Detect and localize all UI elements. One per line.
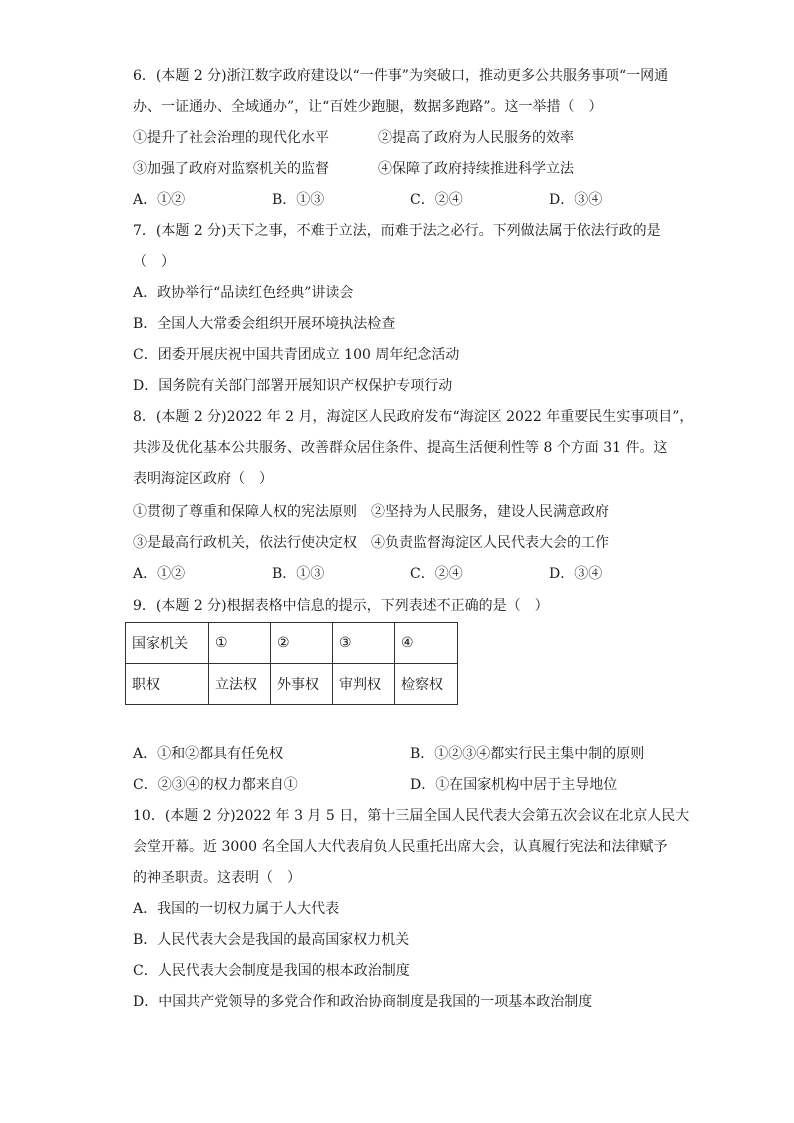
q9-option-c: C．②③④的权力都来自① [133,777,298,793]
table-cell: 检察权 [395,664,458,705]
table-row [126,623,458,664]
table-row [126,664,458,705]
q10-option-c: C．人民代表大会制度是我国的根本政治制度 [133,963,410,979]
table-cell: 国家机关 [126,623,209,664]
q10-option-a: A．我国的一切权力属于人大代表 [133,901,340,917]
q8-option-c: C．②④ [410,566,463,582]
table-cell: 职权 [126,664,209,705]
q9-option-a: A．①和②都具有任免权 [133,746,284,762]
q8-stem-line1: 8．(本题 2 分)2022 年 2 月，海淀区人民政府发布“海淀区 2022 年重要民生实事项目”， [133,409,694,425]
table-cell: ③ [333,623,395,664]
q8-stem-line2: 共涉及优化基本公共服务、改善群众居住条件、提高生活便利性等 8 个方面 31 件。这 [133,440,668,456]
q7-option-a: A．政协举行“品读红色经典”讲读会 [133,285,354,301]
q6-stem-line2: 办、一证通办、全域通办”，让“百姓少跑腿，数据多跑路”。这一举措（ ） [133,99,603,115]
table-cell: 审判权 [333,664,395,705]
table-cell: ② [271,623,333,664]
table-cell: ④ [395,623,458,664]
table-cell: 立法权 [209,664,271,705]
q10-stem-line3: 的神圣职责。这表明（ ） [133,870,301,886]
q10-stem-line1: 10．(本题 2 分)2022 年 3 月 5 日，第十三届全国人民代表大会第五次会议在北京人民大 [133,808,690,824]
q7-option-b: B．全国人大常委会组织开展环境执法检查 [133,316,396,332]
q10-option-b: B．人民代表大会是我国的最高国家权力机关 [133,932,410,948]
q6-statement-1: ①提升了社会治理的现代化水平 [133,130,329,146]
q6-statement-2: ②提高了政府为人民服务的效率 [378,130,574,146]
q7-option-c: C．团委开展庆祝中国共青团成立 100 周年纪念活动 [133,347,460,363]
q8-statements-3-4: ③是最高行政机关，依法行使决定权 ④负责监督海淀区人民代表大会的工作 [133,535,609,551]
q6-option-b: B．①③ [272,192,325,208]
q6-option-c: C．②④ [410,192,463,208]
q8-option-a: A．①② [133,566,186,582]
q9-option-d: D．①在国家机构中居于主导地位 [410,777,618,793]
q8-option-b: B．①③ [272,566,325,582]
q6-stem-line1: 6．(本题 2 分)浙江数字政府建设以“一件事”为突破口，推动更多公共服务事项“一网通 [133,68,669,84]
q8-option-d: D．③④ [549,566,603,582]
q6-option-a: A．①② [133,192,186,208]
q10-option-d: D．中国共产党领导的多党合作和政治协商制度是我国的一项基本政治制度 [133,994,593,1010]
q7-option-d: D．国务院有关部门部署开展知识产权保护专项行动 [133,378,453,394]
q7-stem-line2: （ ） [133,254,175,270]
table-cell: 外事权 [271,664,333,705]
q9-stem-line1: 9．(本题 2 分)根据表格中信息的提示，下列表述不正确的是（ ） [133,598,549,614]
q10-stem-line2: 会堂开幕。近 3000 名全国人大代表肩负人民重托出席大会，认真履行宪法和法律赋予 [133,839,668,855]
q6-statement-3: ③加强了政府对监察机关的监督 [133,161,329,177]
q9-table [125,622,458,705]
q7-stem-line1: 7．(本题 2 分)天下之事，不难于立法，而难于法之必行。下列做法属于依法行政的是 [133,223,661,239]
q8-statements-1-2: ①贯彻了尊重和保障人权的宪法原则 ②坚持为人民服务，建设人民满意政府 [133,504,609,520]
q8-stem-line3: 表明海淀区政府（ ） [133,471,273,487]
table-cell: ① [209,623,271,664]
q6-statement-4: ④保障了政府持续推进科学立法 [378,161,574,177]
q9-option-b: B．①②③④都实行民主集中制的原则 [410,746,645,762]
q6-option-d: D．③④ [549,192,603,208]
